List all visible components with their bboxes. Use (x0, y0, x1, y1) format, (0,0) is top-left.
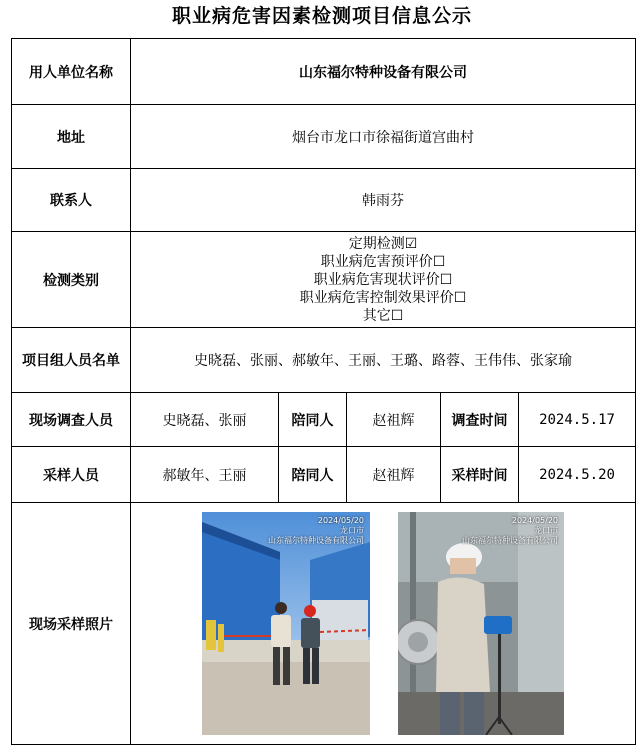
row-survey (12, 393, 636, 447)
sampling-companion: 赵祖辉 (347, 447, 441, 503)
sampling-time-label: 采样时间 (441, 447, 519, 503)
survey-value: 史晓磊、张丽 (131, 393, 279, 447)
row-photos (12, 503, 636, 745)
info-table (11, 38, 636, 745)
row-unit (12, 39, 636, 105)
stamp-city: 龙口市 (340, 526, 364, 535)
contact-value: 韩雨芬 (131, 169, 636, 232)
survey-companion-label: 陪同人 (279, 393, 347, 447)
page-title: 职业病危害因素检测项目信息公示 (171, 5, 472, 27)
sampling-value: 郝敏年、王丽 (131, 447, 279, 503)
survey-label: 现场调查人员 (12, 393, 131, 447)
row-sampling (12, 447, 636, 503)
site-photo-outdoor (202, 512, 370, 735)
detection-option: 职业病危害现状评价☐ (313, 271, 453, 288)
detection-type-options (131, 232, 636, 328)
row-team (12, 328, 636, 393)
photos-label: 现场采样照片 (12, 503, 131, 745)
detection-option: 其它☐ (362, 307, 404, 324)
photo-stamp (462, 516, 558, 546)
contact-label: 联系人 (12, 169, 131, 232)
team-value: 史晓磊、张丽、郝敏年、王丽、王璐、路蓉、王伟伟、张家瑜 (131, 328, 636, 393)
survey-companion: 赵祖辉 (347, 393, 441, 447)
detection-option: 职业病危害控制效果评价☐ (299, 289, 467, 306)
sampling-companion-label: 陪同人 (279, 447, 347, 503)
address-label: 地址 (12, 105, 131, 169)
site-photo-indoor (398, 512, 564, 735)
stamp-city: 龙口市 (534, 526, 559, 535)
stamp-company: 山东福尔特种设备有限公司 (268, 536, 364, 545)
stamp-date: 2024/05/20 (317, 516, 364, 525)
unit-value: 山东福尔特种设备有限公司 (131, 39, 636, 105)
sampling-label: 采样人员 (12, 447, 131, 503)
team-label: 项目组人员名单 (12, 328, 131, 393)
photos-cell (131, 503, 636, 745)
stamp-date: 2024/05/20 (511, 516, 559, 525)
survey-time: 2024.5.17 (519, 393, 636, 447)
detection-option: 定期检测☑ (348, 235, 418, 252)
detection-option: 职业病危害预评价☐ (320, 253, 446, 270)
row-address (12, 105, 636, 169)
photo-stamp (268, 516, 364, 546)
row-contact (12, 169, 636, 232)
detection-type-label: 检测类别 (12, 232, 131, 328)
stamp-company: 山东福尔特种设备有限公司 (462, 536, 559, 545)
unit-label: 用人单位名称 (12, 39, 131, 105)
sampling-time: 2024.5.20 (519, 447, 636, 503)
survey-time-label: 调查时间 (441, 393, 519, 447)
address-value: 烟台市龙口市徐福街道宫曲村 (131, 105, 636, 169)
row-detection-type (12, 232, 636, 328)
